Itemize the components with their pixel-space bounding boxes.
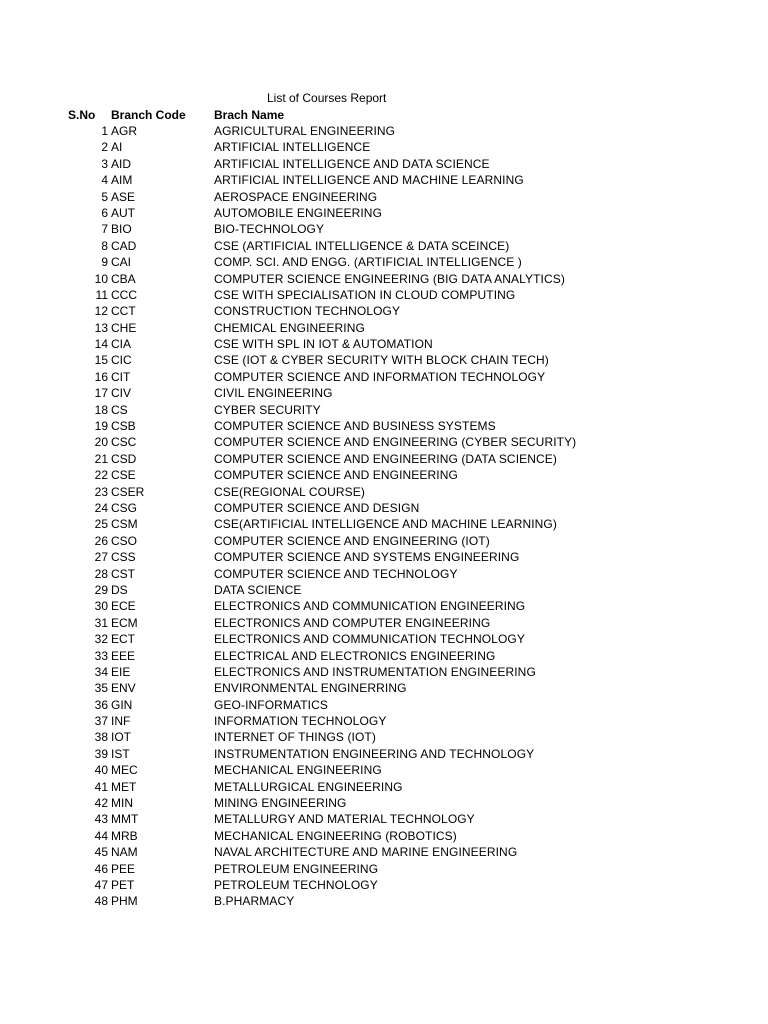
row-branch-code: PEE — [111, 861, 136, 876]
row-sno: 36 — [94, 697, 108, 712]
table-row — [0, 467, 768, 483]
row-branch-code: CSB — [111, 419, 136, 434]
row-branch-name: CSE (IOT & CYBER SECURITY WITH BLOCK CHAIN TECH) — [214, 353, 549, 368]
row-branch-code: MEC — [111, 763, 138, 778]
table-row — [0, 648, 768, 664]
row-branch-name: ARTIFICIAL INTELLIGENCE — [214, 140, 371, 155]
table-row — [0, 418, 768, 434]
row-sno: 45 — [94, 845, 108, 860]
table-row — [0, 303, 768, 319]
table-row — [0, 336, 768, 352]
row-branch-name: COMPUTER SCIENCE AND SYSTEMS ENGINEERING — [214, 550, 520, 565]
header-branch-name: Brach Name — [214, 108, 285, 122]
row-branch-code: CSD — [111, 451, 137, 466]
row-branch-code: IOT — [111, 730, 131, 745]
row-branch-name: DATA SCIENCE — [214, 582, 302, 597]
row-branch-name: AUTOMOBILE ENGINEERING — [214, 205, 383, 220]
row-sno: 18 — [94, 402, 108, 417]
table-row — [0, 582, 768, 598]
row-sno: 7 — [101, 222, 108, 237]
row-branch-code: CST — [111, 566, 135, 581]
row-branch-name: CONSTRUCTION TECHNOLOGY — [214, 304, 401, 319]
row-branch-name: COMPUTER SCIENCE ENGINEERING (BIG DATA ANALYTICS) — [214, 271, 565, 286]
row-branch-code: MMT — [111, 812, 139, 827]
row-sno: 41 — [94, 779, 108, 794]
row-sno: 25 — [94, 517, 108, 532]
table-row — [0, 697, 768, 713]
row-branch-name: NAVAL ARCHITECTURE AND MARINE ENGINEERING — [214, 845, 518, 860]
row-branch-name: PETROLEUM ENGINEERING — [214, 861, 379, 876]
row-sno: 33 — [94, 648, 108, 663]
table-row — [0, 189, 768, 205]
table-row — [0, 320, 768, 336]
row-sno: 30 — [94, 599, 108, 614]
row-branch-code: CAI — [111, 255, 132, 270]
row-branch-name: COMPUTER SCIENCE AND ENGINEERING (IOT) — [214, 533, 490, 548]
table-row — [0, 221, 768, 237]
row-sno: 12 — [94, 304, 108, 319]
row-branch-code: AGR — [111, 124, 138, 138]
row-branch-name: B.PHARMACY — [214, 894, 295, 909]
table-row — [0, 861, 768, 877]
table-row — [0, 795, 768, 811]
table-row — [0, 434, 768, 450]
row-branch-name: ARTIFICIAL INTELLIGENCE AND MACHINE LEARNING — [214, 173, 524, 188]
row-branch-name: CIVIL ENGINEERING — [214, 386, 333, 401]
row-branch-code: AI — [111, 140, 123, 155]
row-branch-code: CHE — [111, 320, 137, 335]
row-sno: 23 — [94, 484, 108, 499]
row-branch-name: MINING ENGINEERING — [214, 796, 347, 811]
row-branch-name: COMP. SCI. AND ENGG. (ARTIFICIAL INTELLIGENCE ) — [214, 255, 522, 270]
table-row — [0, 123, 768, 139]
row-branch-name: CSE(ARTIFICIAL INTELLIGENCE AND MACHINE LEARNING) — [214, 517, 557, 532]
row-branch-name: COMPUTER SCIENCE AND BUSINESS SYSTEMS — [214, 419, 496, 434]
row-branch-code: AIM — [111, 173, 133, 188]
table-row — [0, 385, 768, 401]
table-row — [0, 680, 768, 696]
table-row — [0, 402, 768, 418]
row-sno: 10 — [94, 271, 108, 286]
row-branch-code: CIA — [111, 337, 132, 352]
row-sno: 48 — [94, 894, 108, 909]
row-sno: 38 — [94, 730, 108, 745]
row-branch-code: AID — [111, 156, 132, 171]
row-sno: 32 — [94, 632, 108, 647]
row-branch-name: ELECTRONICS AND INSTRUMENTATION ENGINEERING — [214, 664, 536, 679]
row-sno: 17 — [94, 386, 108, 401]
row-sno: 29 — [94, 582, 108, 597]
row-sno: 44 — [94, 828, 108, 843]
row-branch-code: AUT — [111, 205, 135, 220]
row-branch-name: METALLURGY AND MATERIAL TECHNOLOGY — [214, 812, 475, 827]
row-sno: 20 — [94, 435, 108, 450]
row-sno: 22 — [94, 468, 108, 483]
header-branch-code: Branch Code — [111, 108, 186, 122]
row-branch-name: METALLURGICAL ENGINEERING — [214, 779, 403, 794]
table-row — [0, 811, 768, 827]
table-row — [0, 729, 768, 745]
row-sno: 3 — [101, 156, 108, 171]
row-branch-code: MRB — [111, 828, 138, 843]
row-sno: 34 — [94, 664, 108, 679]
row-branch-name: ELECTRONICS AND COMMUNICATION ENGINEERING — [214, 599, 526, 614]
row-branch-code: CCC — [111, 287, 137, 302]
row-sno: 37 — [94, 714, 108, 729]
report-title: List of Courses Report — [267, 91, 387, 105]
table-row — [0, 615, 768, 631]
row-branch-code: CCT — [111, 304, 136, 319]
row-sno: 42 — [94, 796, 108, 811]
row-branch-name: CHEMICAL ENGINEERING — [214, 320, 365, 335]
table-row — [0, 451, 768, 467]
table-row — [0, 500, 768, 516]
row-branch-name: ARTIFICIAL INTELLIGENCE AND DATA SCIENCE — [214, 156, 490, 171]
row-branch-code: GIN — [111, 697, 133, 712]
row-branch-code: CSER — [111, 484, 145, 499]
row-branch-name: MECHANICAL ENGINEERING — [214, 763, 382, 778]
row-branch-code: EEE — [111, 648, 136, 663]
row-sno: 21 — [94, 451, 108, 466]
table-header-row — [0, 107, 768, 123]
row-branch-name: COMPUTER SCIENCE AND DESIGN — [214, 500, 420, 515]
row-branch-name: CSE(REGIONAL COURSE) — [214, 484, 365, 499]
table-row — [0, 828, 768, 844]
table-row — [0, 352, 768, 368]
table-row — [0, 271, 768, 287]
row-branch-name: MECHANICAL ENGINEERING (ROBOTICS) — [214, 828, 457, 843]
row-branch-name: ELECTRONICS AND COMPUTER ENGINEERING — [214, 615, 491, 630]
table-row — [0, 762, 768, 778]
table-row — [0, 549, 768, 565]
row-branch-code: ECT — [111, 632, 135, 647]
row-branch-name: INTERNET OF THINGS (IOT) — [214, 730, 376, 745]
table-row — [0, 566, 768, 582]
table-row — [0, 779, 768, 795]
table-row — [0, 598, 768, 614]
row-branch-code: INF — [111, 714, 131, 729]
row-sno: 4 — [101, 173, 108, 188]
row-sno: 8 — [101, 238, 108, 253]
table-row — [0, 631, 768, 647]
row-branch-name: CSE WITH SPECIALISATION IN CLOUD COMPUTING — [214, 287, 516, 302]
row-branch-code: MIN — [111, 796, 133, 811]
row-branch-code: CS — [111, 402, 128, 417]
row-branch-code: BIO — [111, 222, 132, 237]
row-branch-name: COMPUTER SCIENCE AND ENGINEERING (DATA SCIENCE) — [214, 451, 557, 466]
row-sno: 1 — [101, 124, 108, 138]
row-branch-name: COMPUTER SCIENCE AND ENGINEERING — [214, 468, 458, 483]
row-branch-name: AEROSPACE ENGINEERING — [214, 189, 378, 204]
row-branch-name: INSTRUMENTATION ENGINEERING AND TECHNOLOGY — [214, 746, 535, 761]
row-sno: 14 — [94, 337, 108, 352]
row-sno: 27 — [94, 550, 108, 565]
row-sno: 26 — [94, 533, 108, 548]
row-sno: 47 — [94, 877, 108, 892]
row-branch-code: ECE — [111, 599, 136, 614]
row-branch-name: COMPUTER SCIENCE AND INFORMATION TECHNOLOGY — [214, 369, 546, 384]
row-branch-name: ENVIRONMENTAL ENGINERRING — [214, 681, 407, 696]
table-row — [0, 156, 768, 172]
row-sno: 46 — [94, 861, 108, 876]
row-branch-name: ELECTRICAL AND ELECTRONICS ENGINEERING — [214, 648, 496, 663]
table-row — [0, 877, 768, 893]
table-row — [0, 516, 768, 532]
row-sno: 6 — [101, 205, 108, 220]
row-branch-name: INFORMATION TECHNOLOGY — [214, 714, 387, 729]
row-branch-name: BIO-TECHNOLOGY — [214, 222, 325, 237]
table-row — [0, 844, 768, 860]
row-branch-code: ECM — [111, 615, 138, 630]
row-branch-code: PHM — [111, 894, 138, 909]
row-branch-code: CSS — [111, 550, 136, 565]
row-sno: 9 — [101, 255, 108, 270]
row-sno: 19 — [94, 419, 108, 434]
row-branch-code: DS — [111, 582, 128, 597]
row-sno: 15 — [94, 353, 108, 368]
table-row — [0, 254, 768, 270]
table-row — [0, 238, 768, 254]
row-branch-code: PET — [111, 877, 135, 892]
row-branch-code: IST — [111, 746, 130, 761]
table-row — [0, 893, 768, 909]
row-branch-name: CSE (ARTIFICIAL INTELLIGENCE & DATA SCEINCE) — [214, 238, 510, 253]
table-row — [0, 172, 768, 188]
row-sno: 35 — [94, 681, 108, 696]
row-branch-name: CYBER SECURITY — [214, 402, 321, 417]
row-branch-code: CAD — [111, 238, 137, 253]
row-branch-code: NAM — [111, 845, 138, 860]
table-row — [0, 287, 768, 303]
row-branch-name: COMPUTER SCIENCE AND TECHNOLOGY — [214, 566, 458, 581]
table-row — [0, 533, 768, 549]
row-branch-code: EIE — [111, 664, 131, 679]
row-sno: 39 — [94, 746, 108, 761]
row-branch-code: CIT — [111, 369, 131, 384]
table-row — [0, 746, 768, 762]
row-branch-name: CSE WITH SPL IN IOT & AUTOMATION — [214, 337, 433, 352]
row-sno: 13 — [94, 320, 108, 335]
table-row — [0, 205, 768, 221]
row-branch-name: PETROLEUM TECHNOLOGY — [214, 877, 378, 892]
row-sno: 28 — [94, 566, 108, 581]
course-table-body — [0, 123, 768, 910]
table-row — [0, 139, 768, 155]
table-row — [0, 484, 768, 500]
table-row — [0, 713, 768, 729]
table-row — [0, 664, 768, 680]
row-branch-code: MET — [111, 779, 137, 794]
row-branch-name: COMPUTER SCIENCE AND ENGINEERING (CYBER SECURITY) — [214, 435, 577, 450]
row-sno: 24 — [94, 500, 108, 515]
row-sno: 16 — [94, 369, 108, 384]
row-branch-code: CSC — [111, 435, 137, 450]
row-branch-code: CIC — [111, 353, 132, 368]
row-branch-code: CSG — [111, 500, 138, 515]
row-sno: 31 — [94, 615, 108, 630]
table-row — [0, 369, 768, 385]
row-branch-code: CBA — [111, 271, 136, 286]
row-branch-code: CSE — [111, 468, 136, 483]
row-sno: 11 — [95, 287, 108, 302]
row-branch-name: GEO-INFORMATICS — [214, 697, 328, 712]
row-sno: 43 — [94, 812, 108, 827]
row-branch-code: ENV — [111, 681, 136, 696]
row-branch-code: CSM — [111, 517, 138, 532]
row-branch-code: CIV — [111, 386, 132, 401]
header-sno: S.No — [68, 108, 96, 122]
row-sno: 5 — [101, 189, 108, 204]
row-branch-name: AGRICULTURAL ENGINEERING — [214, 124, 396, 138]
row-branch-code: CSO — [111, 533, 138, 548]
row-branch-name: ELECTRONICS AND COMMUNICATION TECHNOLOGY — [214, 632, 525, 647]
row-sno: 40 — [94, 763, 108, 778]
row-sno: 2 — [101, 140, 108, 155]
row-branch-code: ASE — [111, 189, 136, 204]
